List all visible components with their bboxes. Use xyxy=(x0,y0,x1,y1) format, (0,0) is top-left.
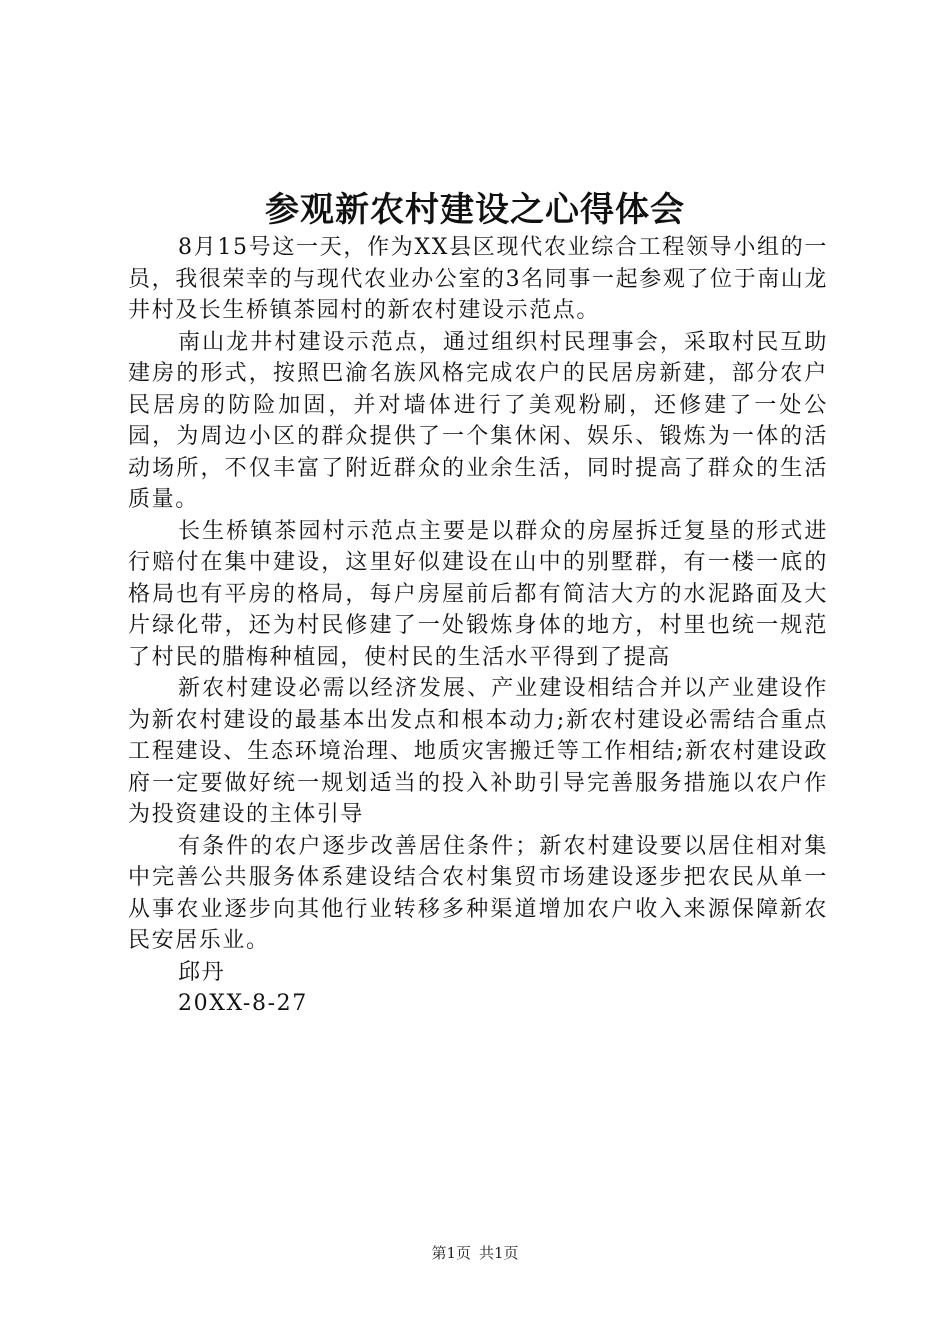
document-date: 20XX-8-27 xyxy=(178,991,308,1016)
document-title: 参观新农村建设之心得体会 xyxy=(265,190,685,230)
page-footer xyxy=(0,1243,950,1263)
page-number-total: 共1页 xyxy=(479,1244,519,1262)
paragraph-4: 新农村建设必需以经济发展、产业建设相结合并以产业建设作为新农村建设的最基本出发点和根本动力;新农村建设必需结合重点工程建设、生态环境治理、地质灾害搬迁等工作相结;新农村建设政府一定要做好统一规划适当的投入补助引导完善服务措施以农户作为投资建设的主体引导 xyxy=(128,676,828,827)
document-body xyxy=(128,232,828,1020)
page-number-current: 第1页 xyxy=(431,1244,471,1262)
paragraph-5: 有条件的农户逐步改善居住条件；新农村建设要以居住相对集中完善公共服务体系建设结合农村集贸市场建设逐步把农民从单一从事农业逐步向其他行业转移多种渠道增加农户收入来源保障新农民安居乐业。 xyxy=(128,833,828,953)
paragraph-3: 长生桥镇茶园村示范点主要是以群众的房屋拆迁复垦的形式进行赔付在集中建设，这里好似建设在山中的别墅群，有一楼一底的格局也有平房的格局，每户房屋前后都有简洁大方的水泥路面及大片绿化带，还为村民修建了一处锻炼身体的地方，村里也统一规范了村民的腊梅种植园，使村民的生活水平得到了提高 xyxy=(128,518,828,670)
paragraph-1: 8月15号这一天，作为XX县区现代农业综合工程领导小组的一员，我很荣幸的与现代农业办公室的3名同事一起参观了位于南山龙井村及长生桥镇茶园村的新农村建设示范点。 xyxy=(128,235,828,323)
author-name: 邱丹 xyxy=(178,959,226,985)
paragraph-2: 南山龙井村建设示范点，通过组织村民理事会，采取村民互助建房的形式，按照巴渝名族风格完成农户的民居房新建，部分农户民居房的防险加固，并对墙体进行了美观粉刷，还修建了一处公园，为周边小区的群众提供了一个集休闲、娱乐、锻炼为一体的活动场所，不仅丰富了附近群众的业余生活，同时提高了群众的生活质量。 xyxy=(128,329,828,512)
